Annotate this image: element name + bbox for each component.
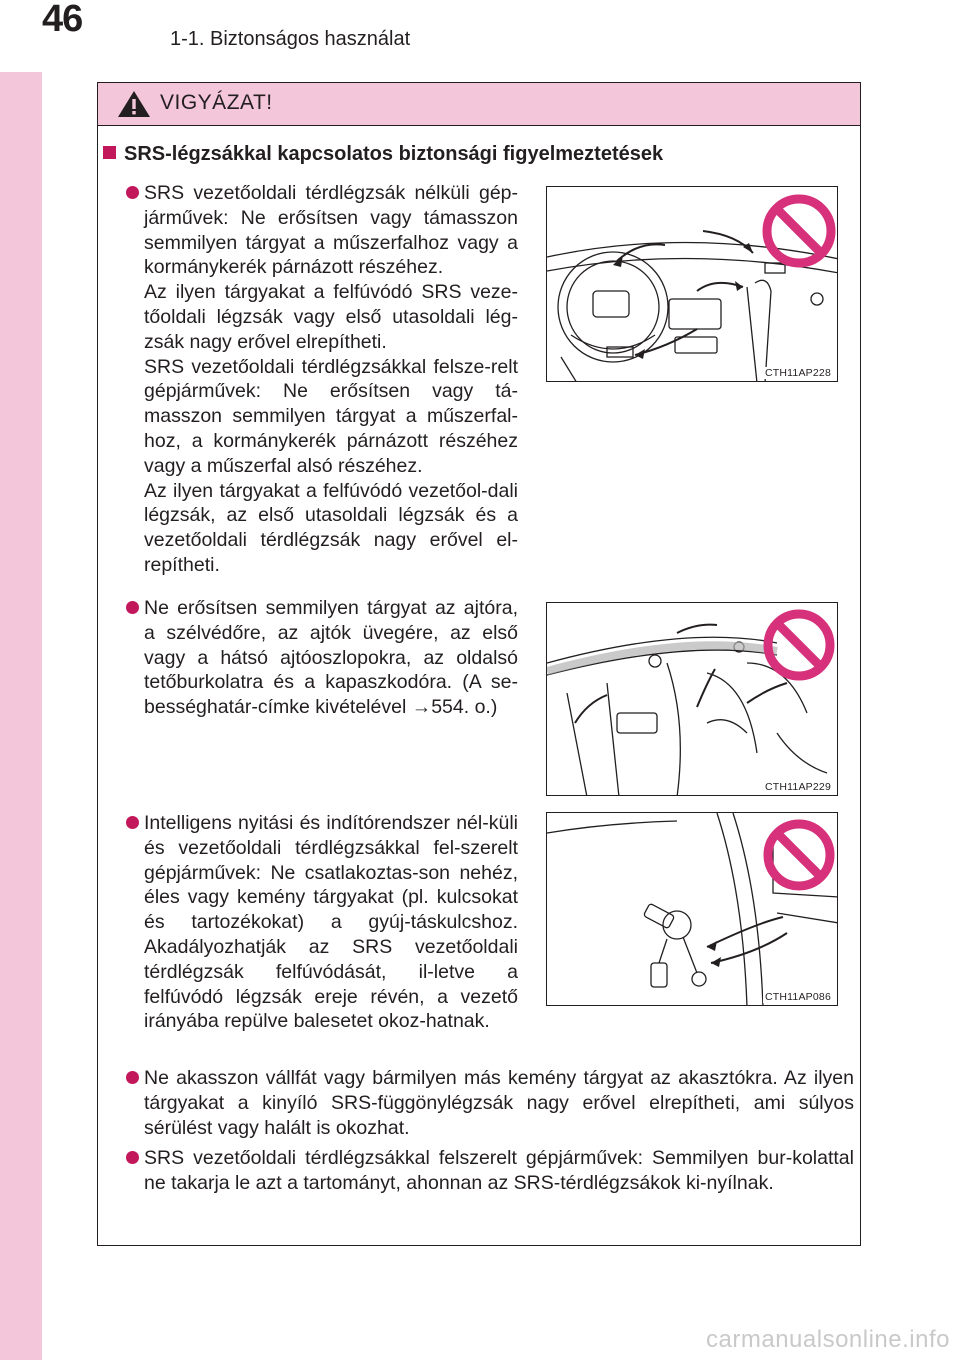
warning-bullet-4: [144, 1066, 854, 1140]
bullet-paragraph: SRS vezetőoldali térdlégzsák nélküli gép-járművek: Ne erősítsen vagy támasszon semmilyen tárgyat a műszerfalhoz vagy a kormánykerék párnázott részéhez.: [144, 182, 518, 279]
bullet-paragraph: Ne akasszon vállfát vagy bármilyen más kemény tárgyat az akasztókra. Az ilyen tárgyakat a kinyíló SRS-függönylégzsák nagy erővel elrepítheti, ami súlyos sérülést vagy halált is okozhat.: [144, 1067, 854, 1139]
illustration-ignition-key: [546, 812, 838, 1006]
section-header: 1-1. Biztonságos használat: [170, 28, 411, 50]
bullet-paragraph: Intelligens nyitási és indítórendszer nél-küli és vezetőoldali térdlégzsákkal fel-szerelt gépjárművek: Ne csatlakoztas-son nehéz, éles vagy kemény tárgyakat (pl. kulcsokat és tartozékokat) a gyúj-táskulcshoz. Akadályozhatják az SRS vezetőoldali térdlégzsák felfúvódását, il-letve a felfúvódó légzsák ereje révén, a vezető irányába repülve balesetet okoz-hatnak.: [144, 812, 518, 1033]
page-number: 46: [42, 0, 83, 40]
warning-bullet-5: [144, 1146, 854, 1196]
section-color-strip: [0, 0, 42, 1360]
warning-subheading: [103, 143, 663, 166]
bullet-paragraph: SRS vezetőoldali térdlégzsákkal felsze-relt gépjárművek: Ne erősítsen vagy tá-masszon semmilyen tárgyat a műszerfal-hoz, a kormánykerék párnázott részéhez vagy a műszerfal alsó részéhez.: [144, 355, 518, 477]
page-header-band: [0, 0, 960, 72]
watermark: carmanualsonline.info: [706, 1326, 950, 1353]
illustration-code: CTH11AP228: [764, 367, 831, 379]
bullet-paragraph: Az ilyen tárgyakat a felfúvódó vezetőol-dali légzsák, az első utasoldali légzsák és a vezetőoldali térdlégzsák nagy erővel el-repítheti.: [144, 479, 518, 576]
warning-bullet-1: [144, 181, 518, 578]
prohibition-icon: [547, 813, 838, 1006]
bullet-paragraph: Ne erősítsen semmilyen tárgyat az ajtóra, a szélvédőre, az ajtók üvegére, az első vagy a hátsó ajtóoszlopokra, az oldalsó tetőburkolatra és a kapaszkodóra. (A se-bességhatár-címke kivételével →554. o.): [144, 597, 518, 719]
prohibition-icon: [547, 187, 838, 382]
warning-header: [98, 83, 860, 126]
bullet-dot-icon: [126, 1151, 139, 1164]
warning-triangle-icon: [116, 89, 152, 119]
warning-bullet-2: [144, 596, 518, 720]
prohibition-icon: [547, 603, 838, 796]
bullet-dot-icon: [126, 816, 139, 829]
bullet-dot-icon: [126, 1071, 139, 1084]
warning-box: [97, 82, 861, 1246]
bullet-dot-icon: [126, 601, 139, 614]
warning-title: VIGYÁZAT!: [160, 91, 273, 114]
illustration-code: CTH11AP229: [764, 781, 831, 793]
warning-subheading-text: SRS-légzsákkal kapcsolatos biztonsági figyelmeztetések: [124, 143, 664, 165]
illustration-interior: [546, 602, 838, 796]
warning-bullet-3: [144, 811, 518, 1034]
bullet-paragraph: Az ilyen tárgyakat a felfúvódó SRS veze-tőoldali légzsák vagy első utasoldali lég-zsák nagy erővel elrepítheti.: [144, 281, 518, 353]
illustration-dashboard: [546, 186, 838, 382]
bullet-dot-icon: [126, 186, 139, 199]
illustration-code: CTH11AP086: [764, 991, 831, 1003]
bullet-paragraph: SRS vezetőoldali térdlégzsákkal felszerelt gépjárművek: Semmilyen bur-kolattal ne takarja le azt a tartományt, ahonnan az SRS-térdlégzsákok ki-nyílnak.: [144, 1147, 854, 1194]
square-bullet-icon: [103, 146, 116, 159]
